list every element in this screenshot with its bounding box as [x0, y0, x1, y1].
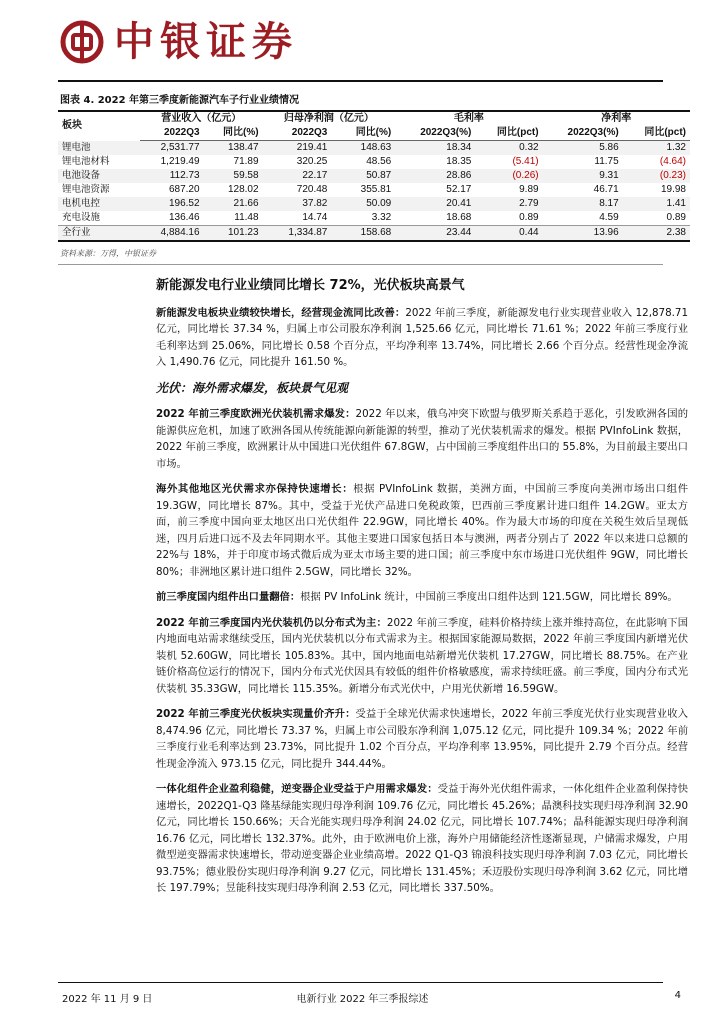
row-category: 充电设施 [62, 212, 101, 223]
table-cell: (0.26) [475, 169, 542, 183]
group-header: 营业收入（亿元） [161, 113, 242, 124]
table-cell: 28.86 [395, 169, 475, 183]
paragraph-lead: 2022 年前三季度国内光伏装机仍以分布式为主： [156, 616, 387, 629]
table-cell: (4.64) [659, 156, 686, 167]
subheader: 2022Q3(%) [395, 126, 475, 141]
row-category: 锂电池 [58, 141, 140, 156]
paragraph-text: 2022 年以来，俄乌冲突下欧盟与俄罗斯关系趋于恶化，引发欧洲各国的能源供应危机，加速了欧洲各国从传统能源向新能源的转型，推动了光伏装机需求的爆发。根据 PVInfoLink 数据，2022 年前三季度，欧洲累计从中国进口光伏组件 67.8GW，占中国前三季度组件出口的 55.8%，为目前最主要出口市场。 [156, 408, 688, 470]
table-cell: 9.31 [543, 169, 623, 183]
table-cell: 148.63 [331, 141, 395, 156]
table-cell: 112.73 [140, 169, 204, 183]
table-cell: 196.52 [140, 197, 204, 211]
table-cell: 59.58 [204, 169, 263, 183]
paragraph [156, 305, 688, 371]
table-cell: 52.17 [446, 184, 472, 195]
table-cell: 13.96 [543, 226, 623, 241]
paragraph-lead: 新能源发电板块业绩较快增长，经营现金流同比改善： [156, 306, 406, 319]
table-cell: 720.48 [296, 184, 328, 195]
subheader: 同比(pct) [623, 126, 690, 141]
paragraph [156, 406, 688, 472]
table-cell: 19.98 [660, 184, 686, 195]
table-cell: 320.25 [296, 156, 328, 167]
table-cell: 8.17 [543, 197, 623, 211]
table-cell: 71.89 [233, 156, 259, 167]
table-cell: 20.41 [395, 197, 475, 211]
table-cell: 3.32 [371, 212, 392, 223]
table-cell: 4,884.16 [140, 226, 204, 241]
paragraph-text: 根据 PV InfoLink 统计，中国前三季度出口组件达到 121.5GW，同比增长 89%。 [300, 591, 678, 603]
table-cell: 22.17 [263, 169, 332, 183]
page-number: 4 [674, 990, 681, 1001]
table-cell: 101.23 [204, 226, 263, 241]
table-cell: 37.82 [263, 197, 332, 211]
table-row [58, 197, 690, 211]
section-title: 新能源发电行业业绩同比增长 72%，光伏板块高景气 [156, 278, 465, 293]
subheader: 2022Q3 [140, 126, 204, 141]
section-divider [58, 264, 663, 265]
table-cell: 2,531.77 [140, 141, 204, 156]
footer-divider [58, 982, 663, 983]
row-category: 锂电池资源 [62, 184, 110, 195]
performance-table-block [58, 88, 690, 259]
boc-logo-icon [60, 20, 104, 64]
table-row [58, 211, 690, 226]
table-cell: 4.59 [599, 212, 619, 223]
subheader: 2022Q3 [263, 126, 332, 141]
group-header: 净利率 [601, 113, 632, 124]
table-cell: (0.23) [623, 169, 690, 183]
table-cell: 11.48 [234, 212, 259, 223]
footer-date: 2022 年 11 月 9 日 [62, 994, 153, 1005]
main-content [156, 278, 688, 906]
table-cell: 128.02 [227, 184, 259, 195]
brand-logo [60, 20, 298, 64]
paragraph-lead: 2022 年前三季度光伏板块实现量价齐升： [156, 708, 356, 720]
table-cell: (5.41) [512, 156, 539, 167]
row-category: 电机电控 [58, 197, 140, 211]
table-cell: 0.89 [666, 212, 686, 223]
table-cell: 2.79 [475, 197, 542, 211]
paragraph [156, 481, 688, 580]
row-category: 全行业 [58, 226, 140, 241]
paragraph-text: 2022 年前三季度，新能源发电行业实现营业收入 12,878.71 亿元，同比增长 37.34 %，归属上市公司股东净利润 1,525.66 亿元，同比增长 71.61 %；2022 年前三季度行业毛利率达到 25.06%，同比增长 0.58 个百分点，平均净利率 13.74%，同比增长 2.66 个百分点。经营性现金净流入 1,490.76 亿元，同比提升 161.50 %。 [156, 306, 689, 368]
paragraph [156, 781, 688, 897]
group-header: 归母净利润（亿元） [283, 113, 374, 124]
row-category: 电池设备 [58, 169, 140, 183]
table-cell: 219.41 [263, 141, 332, 156]
table-cell: 0.44 [475, 226, 542, 241]
table-row [58, 169, 690, 183]
table-cell: 23.44 [395, 226, 475, 241]
table-subheader-row [58, 126, 690, 141]
table-cell: 138.47 [204, 141, 263, 156]
paragraph-lead: 海外其他地区光伏需求亦保持快速增长： [156, 483, 354, 495]
table-row [58, 183, 690, 197]
table-group-header-row [58, 112, 690, 126]
table-source-note: 资料来源：万得，中银证券 [60, 249, 156, 258]
table-cell: 21.66 [204, 197, 263, 211]
table-cell: 50.09 [331, 197, 395, 211]
table-row [58, 155, 690, 169]
table-cell: 48.56 [366, 156, 392, 167]
subheader: 同比(%) [204, 126, 263, 141]
group-header: 毛利率 [453, 113, 484, 124]
subheader: 同比(pct) [475, 126, 542, 141]
table-title: 图表 4. 2022 年第三季度新能源汽车子行业业绩情况 [60, 95, 300, 106]
table-cell: 355.81 [360, 184, 392, 195]
table-cell: 50.87 [331, 169, 395, 183]
subsection-title: 光伏：海外需求爆发，板块景气见观 [156, 380, 349, 395]
table-row [58, 141, 690, 156]
paragraph [156, 589, 688, 606]
table-cell: 18.35 [446, 156, 472, 167]
paragraph-lead: 2022 年前三季度欧洲光伏装机需求爆发： [156, 408, 356, 420]
header-divider [58, 80, 663, 82]
footer-title: 电新行业 2022 年三季报综述 [296, 994, 429, 1005]
paragraph-text: 受益于全球光伏需求快速增长，2022 年前三季度光伏行业实现营业收入 8,474.96 亿元，同比增长 73.37 %，归属上市公司股东净利润 1,075.12 亿元，同比提升 109.34 %；2022 年前三季度行业毛利率达到 23.73%，同比提升 1.02 个百分点，平均净利率 13.95%，同比提升 2.79 个百分点。经营性现金净流入 973.15 亿元，同比提升 344.44%。 [156, 708, 688, 770]
paragraph [156, 706, 688, 772]
paragraph [156, 615, 688, 698]
category-header: 板块 [62, 120, 82, 132]
table-cell: 0.89 [519, 212, 539, 223]
row-category: 锂电池材料 [62, 156, 110, 167]
table-body [58, 141, 690, 241]
paragraph-text: 2022 年前三季度，硅料价格持续上涨并维持高位，在此影响下国内地面电站需求继续受压，国内光伏装机以分布式需求为主。根据国家能源局数据，2022 年前三季度国内新增光伏装机 52.60GW，同比增长 105.83%。其中，国内地面电站新增光伏装机 17.27GW，同比增长 88.75%。在产业链价格高位运行的情况下，国内分布式光伏因具有较低的组件价格敏感度，需求持续旺盛。前三季度，国内分布式光伏装机 35.33GW，同比增长 115.35%。新增分布式光伏中，户用光伏新增 16.59GW。 [156, 616, 688, 695]
table-cell: 1.41 [623, 197, 690, 211]
paragraph-group-pv [156, 406, 688, 897]
paragraph-group-overview [156, 305, 688, 371]
table-row [58, 226, 690, 241]
table-cell: 5.86 [543, 141, 623, 156]
table-cell: 687.20 [168, 184, 200, 195]
performance-table [58, 112, 690, 240]
table-cell: 14.74 [302, 212, 328, 223]
paragraph-lead: 一体化组件企业盈利稳健，逆变器企业受益于户用需求爆发： [156, 783, 438, 795]
table-cell: 136.46 [168, 212, 200, 223]
table-cell: 158.68 [331, 226, 395, 241]
table-cell: 1,334.87 [263, 226, 332, 241]
table-cell: 18.68 [446, 212, 472, 223]
table-cell: 18.34 [395, 141, 475, 156]
table-cell: 1,219.49 [160, 156, 200, 167]
paragraph-text: 受益于海外光伏组件需求，一体化组件企业盈利保持快速增长，2022Q1-Q3 隆基绿能实现归母净利润 109.76 亿元，同比增长 45.26%；晶澳科技实现归母净利润 32.90 亿元，同比增长 150.66%；天合光能实现归母净利润 24.02 亿元，同比增长 107.74%；晶科能源实现归母净利润 16.76 亿元，同比增长 132.37%。此外，由于欧洲电价上涨，海外户用储能经济性逐渐显现，户储需求爆发，户用微型逆变器需求快速增长，带动逆变器企业业绩高增。2022 Q1-Q3 锦浪科技实现归母净利润 7.03 亿元，同比增长 93.75%；德业股份实现归母净利润 9.27 亿元，同比增长 131.45%；禾迈股份实现归母净利润 3.62 亿元，同比增长 197.79%；昱能科技实现归母净利润 2.53 亿元，同比增长 337.50%。 [156, 783, 688, 894]
table-cell: 2.38 [623, 226, 690, 241]
table-bottom-rule [58, 240, 690, 242]
subheader: 2022Q3(%) [543, 126, 623, 141]
paragraph-text: 根据 PVInfoLink 数据，美洲方面，中国前三季度向美洲市场出口组件 19.3GW，同比增长 87%。其中，受益于光伏产品进口免税政策，巴西前三季度累计进口组件 14.2GW。亚太方面，前三季度中国向亚太地区出口光伏组件 22.9GW，同比增长 40%。作为最大市场的印度在关税生效后呈现低迷，四月后进口远不及去年同期水平。其他主要进口国家包括日本与澳洲，两者分别占了 2022 年以来进口总额的 22%与 18%，并于印度市场式微后成为亚太市场主要的进口国；前三季度中东市场进口光伏组件 9GW，同比增长 80%；非洲地区累计进口组件 2.5GW，同比增长 32%。 [156, 483, 689, 578]
paragraph-lead: 前三季度国内组件出口量翻倍： [156, 591, 301, 603]
table-cell: 46.71 [593, 184, 619, 195]
table-cell: 11.75 [594, 156, 619, 167]
subheader: 同比(%) [331, 126, 395, 141]
table-cell: 9.89 [519, 184, 539, 195]
table-cell: 0.32 [475, 141, 542, 156]
brand-name: 中银证券 [114, 18, 298, 65]
table-cell: 1.32 [623, 141, 690, 156]
